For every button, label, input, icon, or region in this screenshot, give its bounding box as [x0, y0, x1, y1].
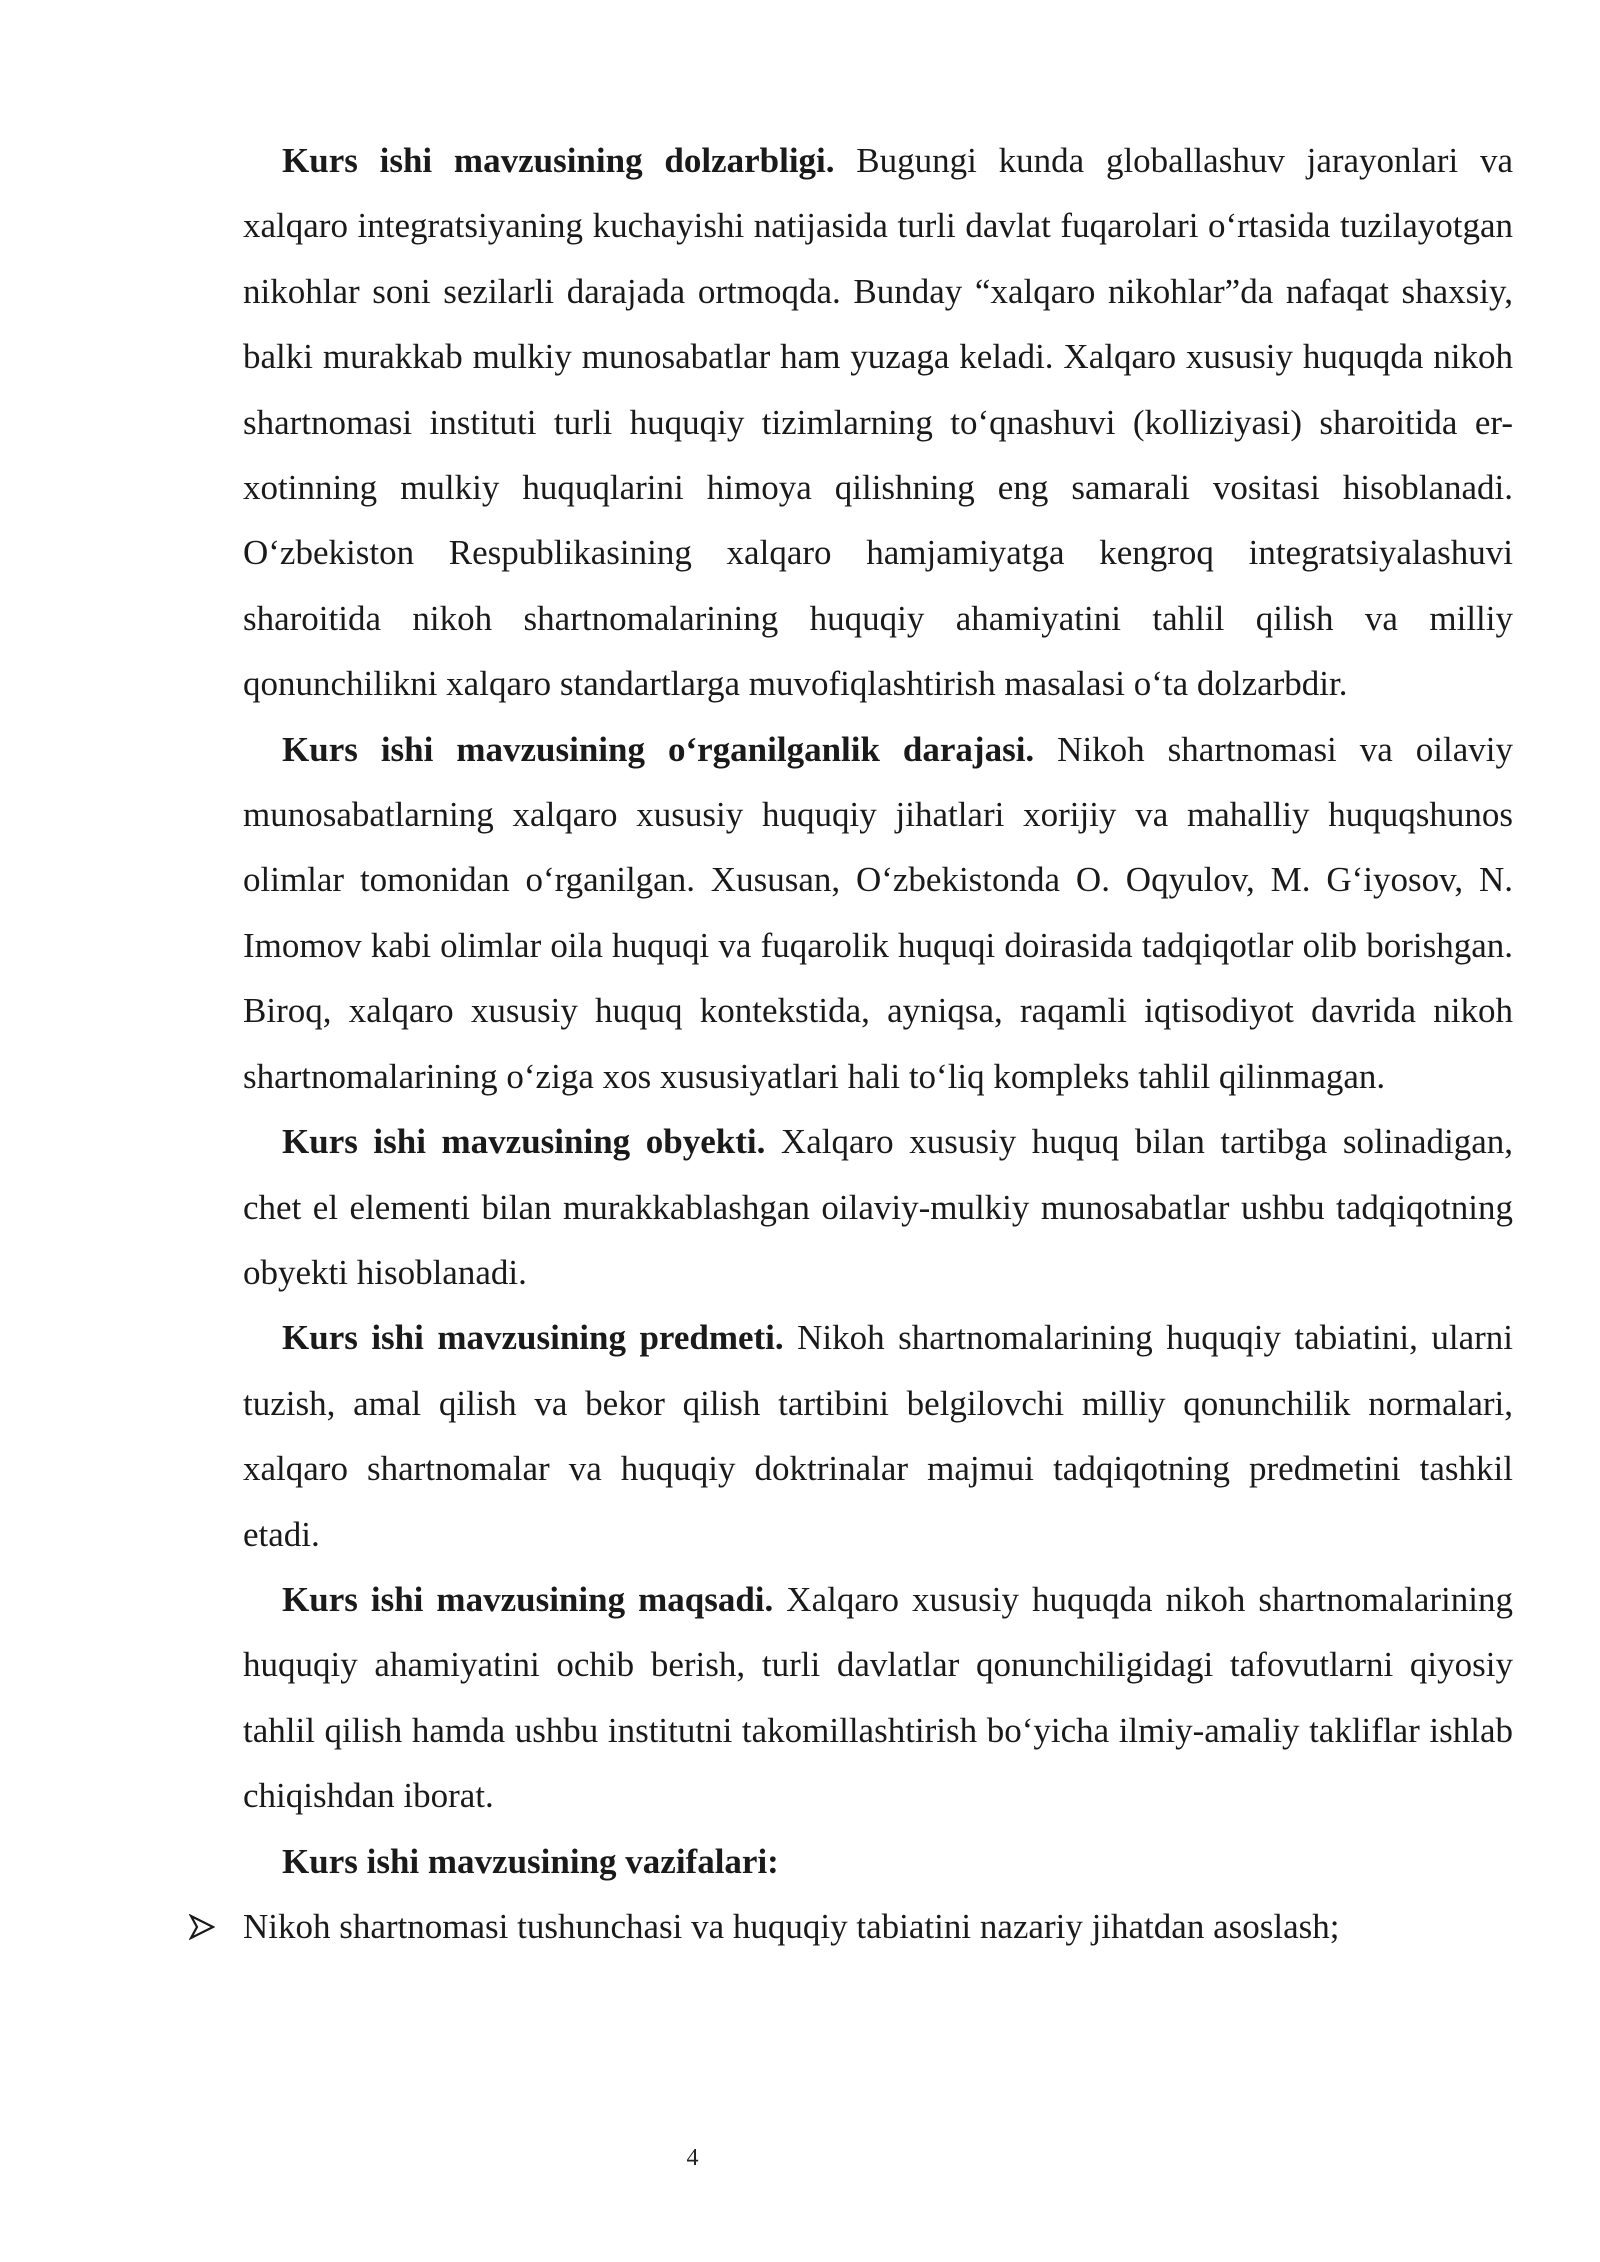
paragraph-obyekt	[243, 1109, 1513, 1305]
list-item-text: Nikoh shartnomasi tushunchasi va huquqiy tabiatini nazariy jihatdan asoslash;	[243, 1906, 1340, 1946]
paragraph-predmet	[243, 1305, 1513, 1567]
arrowhead-bullet-icon	[189, 1894, 219, 1959]
paragraph-text: Nikoh shartnomasi va oilaviy munosabatlarning xalqaro xususiy huquqiy jihatlari xorijiy va mahalliy huquqshunos olimlar tomonidan oʻrganilgan. Xususan, Oʻzbekistonda O. Oqyulov, M. Gʻiyosov, N. Imomov kabi olimlar oila huquqi va fuqarolik huquqi doirasida tadqiqotlar olib borishgan. Biroq, xalqaro xususiy huquq kontekstida, ayniqsa, raqamli iqtisodiyot davrida nikoh shartnomalarining oʻziga xos xususiyatlari hali toʻliq kompleks tahlil qilinmagan.	[243, 729, 1513, 1096]
paragraph-text: Xalqaro xususiy huquq bilan tartibga solinadigan, chet el elementi bilan murakkablashgan oilaviy-mulkiy munosabatlar ushbu tadqiqotning obyekti hisoblanadi.	[243, 1122, 1513, 1292]
paragraph-maqsad	[243, 1567, 1513, 1829]
paragraph-text: Xalqaro xususiy huquqda nikoh shartnomalarining huquqiy ahamiyatini ochib berish, turli davlatlar qonunchiligidagi tafovutlarni qiyosiy tahlil qilish hamda ushbu institutni takomillashtirish boʻyicha ilmiy-amaliy takliflar ishlab chiqishdan iborat.	[243, 1579, 1513, 1816]
paragraph-organilganlik	[243, 717, 1513, 1109]
page-number: 4	[686, 2145, 699, 2171]
paragraph-heading: Kurs ishi mavzusining dolzarbligi.	[282, 141, 835, 180]
paragraph-text: Bugungi kunda globallashuv jarayonlari va xalqaro integratsiyaning kuchayishi natijasida turli davlat fuqarolari oʻrtasida tuzilayotgan nikohlar soni sezilarli darajada ortmoqda. Bunday “xalqaro nikohlar”da nafaqat shaxsiy, balki murakkab mulkiy munosabatlar ham yuzaga keladi. Xalqaro xususiy huquqda nikoh shartnomasi instituti turli huquqiy tizimlarning toʻqnashuvi (kolliziyasi) sharoitida er-xotinning mulkiy huquqlarini himoya qilishning eng samarali vositasi hisoblanadi. Oʻzbekiston Respublikasining xalqaro hamjamiyatga kengroq integratsiyalashuvi sharoitida nikoh shartnomalarining huquqiy ahamiyatini tahlil qilish va milliy qonunchilikni xalqaro standartlarga muvofiqlashtirish masalasi oʻta dolzarbdir.	[243, 141, 1513, 704]
paragraph-text: Nikoh shartnomalarining huquqiy tabiatini, ularni tuzish, amal qilish va bekor qilish tartibini belgilovchi milliy qonunchilik normalari, xalqaro shartnomalar va huquqiy doktrinalar majmui tadqiqotning predmetini tashkil etadi.	[243, 1318, 1513, 1554]
paragraph-heading: Kurs ishi mavzusining oʻrganilganlik darajasi.	[282, 729, 1035, 769]
paragraph-heading: Kurs ishi mavzusining predmeti.	[282, 1318, 784, 1358]
paragraph-dolzarblik	[243, 128, 1513, 717]
paragraph-heading: Kurs ishi mavzusining maqsadi.	[282, 1579, 774, 1619]
document-body	[243, 128, 1513, 1959]
tasks-list	[243, 1894, 1513, 1959]
tasks-heading: Kurs ishi mavzusining vazifalari:	[282, 1841, 779, 1881]
paragraph-heading: Kurs ishi mavzusining obyekti.	[282, 1122, 766, 1162]
list-item	[243, 1894, 1513, 1959]
